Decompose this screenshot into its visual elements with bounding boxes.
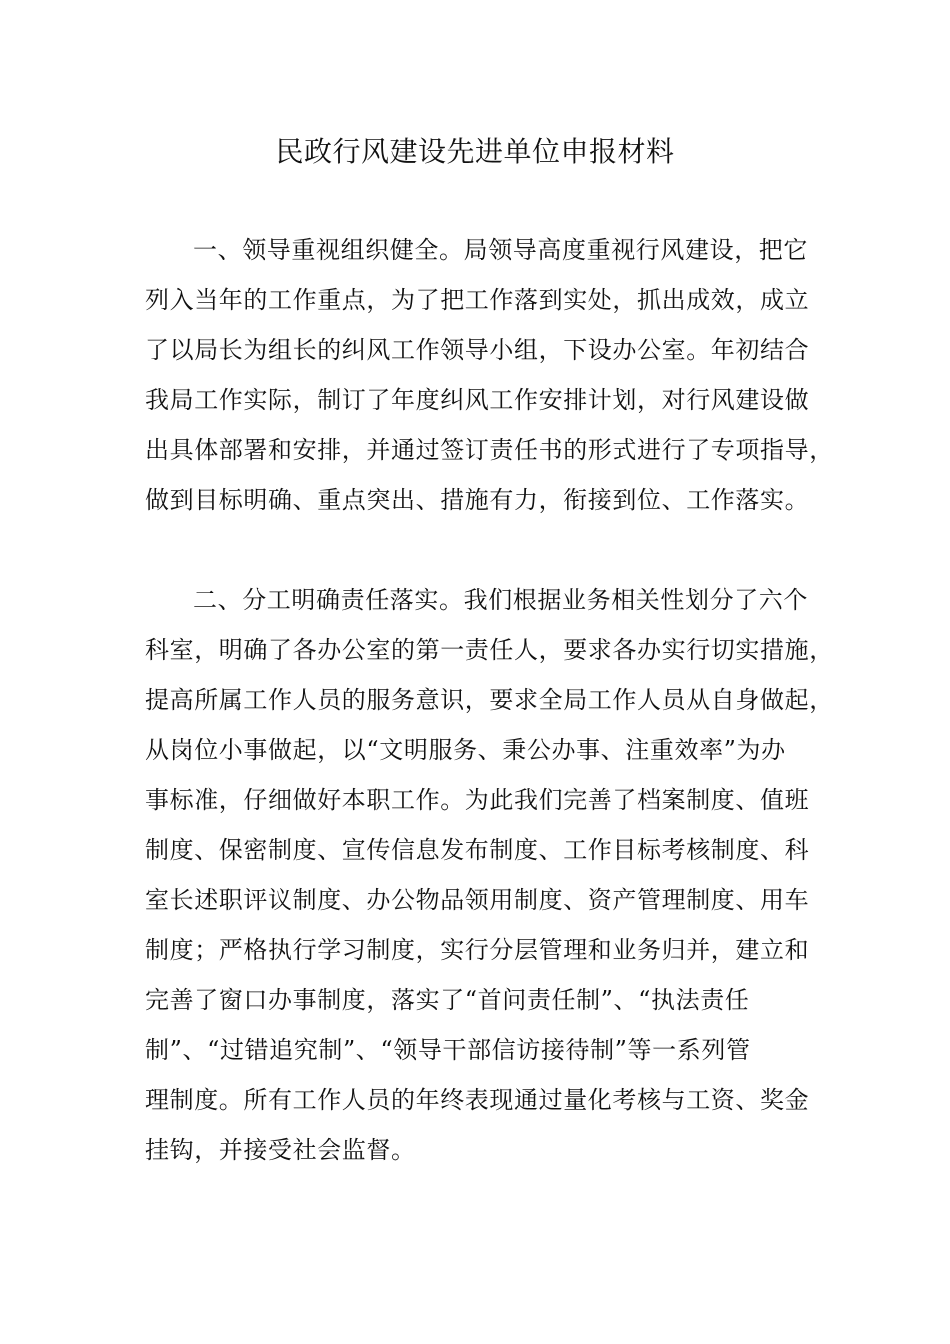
paragraph-line: 室长述职评议制度、办公物品领用制度、资产管理制度、用车 [145, 886, 810, 914]
paragraph-line: 从岗位小事做起，以“文明服务、秉公办事、注重效率”为办 [145, 736, 786, 764]
paragraph-line: 了以局长为组长的纠风工作领导小组，下设办公室。年初结合 [145, 336, 810, 364]
paragraph-line: 制度；严格执行学习制度，实行分层管理和业务归并，建立和 [145, 936, 810, 964]
paragraph-line: 列入当年的工作重点，为了把工作落到实处，抓出成效，成立 [145, 286, 810, 314]
paragraph-line: 理制度。所有工作人员的年终表现通过量化考核与工资、奖金 [145, 1086, 810, 1114]
paragraph-line: 挂钩，并接受社会监督。 [145, 1136, 416, 1164]
document-title: 民政行风建设先进单位申报材料 [275, 135, 675, 168]
paragraph-line: 提高所属工作人员的服务意识，要求全局工作人员从自身做起， [145, 686, 834, 714]
paragraph-line: 出具体部署和安排，并通过签订责任书的形式进行了专项指导， [145, 436, 834, 464]
paragraph-line: 完善了窗口办事制度，落实了“首问责任制”、“执法责任 [145, 986, 750, 1014]
paragraph-line: 我局工作实际，制订了年度纠风工作安排计划，对行风建设做 [145, 386, 810, 414]
paragraph-line: 做到目标明确、重点突出、措施有力，衔接到位、工作落实。 [145, 486, 810, 514]
paragraph-line: 一、领导重视组织健全。局领导高度重视行风建设，把它 [193, 236, 808, 264]
paragraph-line: 二、分工明确责任落实。我们根据业务相关性划分了六个 [193, 586, 808, 614]
paragraph-line: 制”、“过错追究制”、“领导干部信访接待制”等一系列管 [145, 1036, 751, 1064]
paragraph-line: 制度、保密制度、宣传信息发布制度、工作目标考核制度、科 [145, 836, 810, 864]
paragraph-line: 科室，明确了各办公室的第一责任人，要求各办实行切实措施， [145, 636, 834, 664]
paragraph-line: 事标准，仔细做好本职工作。为此我们完善了档案制度、值班 [145, 786, 810, 814]
